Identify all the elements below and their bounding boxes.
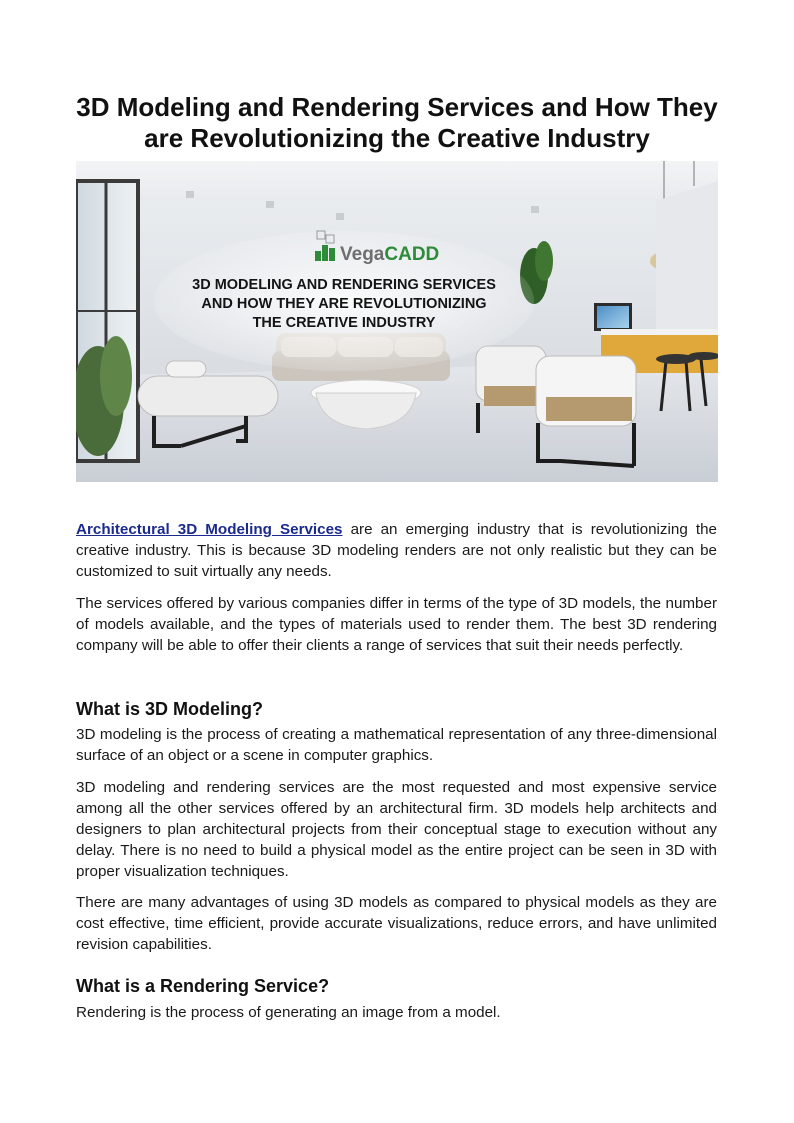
modeling-definition-paragraph: 3D modeling is the process of creating a mathematical representation of any three-dimensional surface of an object or a scene in computer graphics. [76,726,717,764]
intro-text: are an emerging industry that is revolutionizing the creative industry. This is because 3D modeling renders are not only realistic but they can be customized to suit virtually any needs. [76,521,717,580]
rendering-definition-paragraph: Rendering is the process of generating an image from a model. [76,1004,501,1021]
heading-rendering-service: What is a Rendering Service? [76,976,330,996]
banner-line-1: 3D MODELING AND RENDERING SERVICES [192,277,496,293]
modeling-advantages-paragraph: There are many advantages of using 3D models as compared to physical models as they are cost effective, time efficient, provide accurate visualizations, reduce errors, and have unlimited revision capabilities. [76,894,717,953]
modeling-services-paragraph: 3D modeling and rendering services are the most requested and most expensive service among all the other services offered by an architectural firm. 3D models help architects and designers to plan architectural projects from their conceptual stage to execution without any delay. There is no need to build a physical model as the entire project can be seen in 3D with proper visualization techniques. [76,779,717,880]
banner-line-2: AND HOW THEY ARE REVOLUTIONIZING [201,296,487,312]
services-paragraph: The services offered by various companies differ in terms of the type of 3D models, the number of models available, and the types of materials used to render them. The best 3D rendering company will be able to offer their clients a range of services that suit their needs perfectly. [76,595,717,654]
architectural-services-link[interactable]: Architectural 3D Modeling Services [76,521,343,538]
window-left [76,181,138,461]
heading-3d-modeling: What is 3D Modeling? [76,699,263,719]
svg-text:VegaCADD [340,244,439,265]
article-title: 3D Modeling and Rendering Services and How They are Revolutionizing the Creative Industry [76,92,718,153]
banner-line-3: THE CREATIVE INDUSTRY [252,315,436,331]
hero-illustration [76,161,718,482]
hero-image [76,161,718,482]
intro-paragraph [76,519,717,582]
logo-text-main: Vega [340,244,385,265]
logo-text-accent: CADD [384,244,440,265]
